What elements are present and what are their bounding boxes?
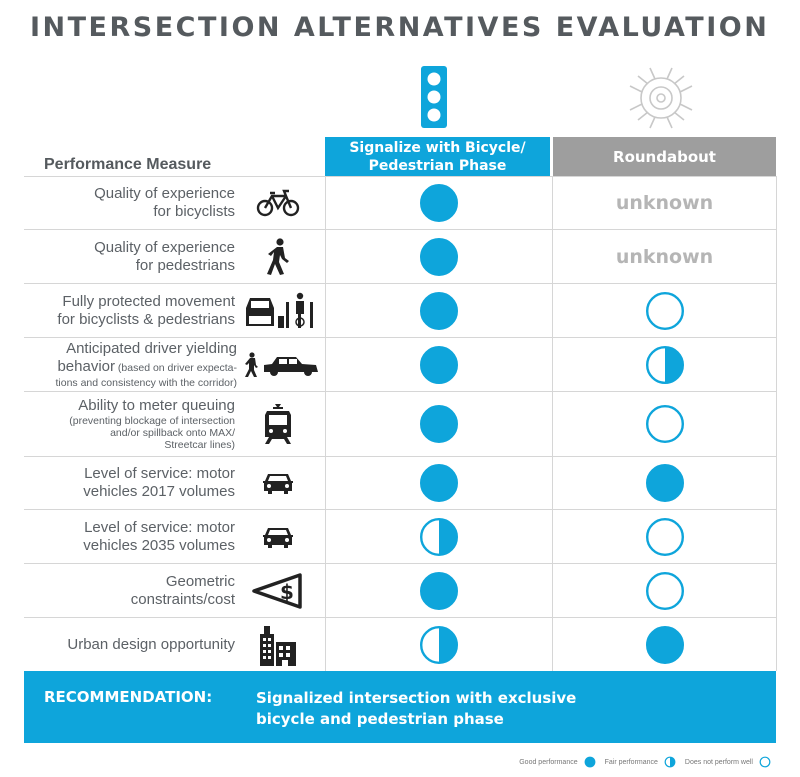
rating-unknown: unknown: [615, 192, 714, 214]
legend-poor-icon: [759, 756, 771, 768]
pedestrian-icon: [248, 230, 308, 283]
legend-good-label: Good performance: [519, 758, 578, 766]
column-header-signalize: Signalize with Bicycle/ Pedestrian Phase: [325, 137, 550, 176]
rating-cell: [553, 177, 776, 229]
rating-indicator: [420, 405, 458, 443]
table-row: [0, 392, 800, 456]
rating-indicator: [420, 464, 458, 502]
rating-indicator: [420, 626, 458, 664]
table-row: [0, 338, 800, 391]
rating-indicator: [420, 184, 458, 222]
rating-cell: [553, 392, 776, 456]
dollar-wedge-icon: [248, 564, 308, 617]
rating-cell: [553, 284, 776, 337]
table-row: [0, 510, 800, 563]
rating-indicator: [646, 292, 684, 330]
protected-bike-lane-icon: [244, 284, 314, 337]
recommendation-label: RECOMMENDATION:: [44, 688, 213, 706]
rating-cell: [553, 618, 776, 671]
rating-cell: [325, 618, 553, 671]
table-row: [0, 284, 800, 337]
rating-indicator: [646, 464, 684, 502]
table-row: [0, 564, 800, 617]
row-label: Quality of experience for pedestrians: [94, 238, 235, 274]
legend-fair-label: Fair performance: [604, 758, 658, 766]
car-icon: [248, 457, 308, 509]
traffic-signal-icon: [421, 66, 447, 133]
rating-cell: [325, 338, 553, 391]
rating-cell: [325, 457, 553, 509]
row-label: Level of service: motor vehicles 2035 volumes: [83, 518, 235, 554]
rating-unknown: unknown: [615, 245, 714, 268]
legend-poor-label: Does not perform well: [684, 758, 753, 766]
rating-cell: [553, 230, 776, 283]
rating-indicator: [646, 405, 684, 443]
legend: [516, 756, 774, 768]
table-row: [0, 457, 800, 509]
row-label: Level of service: motor vehicles 2017 volumes: [83, 465, 235, 500]
bicycle-icon: [248, 177, 308, 229]
rating-indicator: [646, 518, 684, 556]
page-title: INTERSECTION ALTERNATIVES EVALUATION: [30, 12, 770, 43]
rating-cell: [553, 457, 776, 509]
rating-cell: [325, 230, 553, 283]
rating-indicator: [646, 572, 684, 610]
row-label: Fully protected movement for bicyclists & pedestrians: [57, 292, 235, 328]
rating-indicator: [646, 626, 684, 664]
rating-cell: [553, 564, 776, 617]
row-label: Quality of experience for bicyclists: [94, 185, 235, 220]
buildings-icon: [248, 618, 308, 671]
row-label: Urban design opportunity: [67, 635, 235, 653]
rating-indicator: [420, 572, 458, 610]
legend-good-icon: [584, 756, 596, 768]
rating-cell: [553, 338, 776, 391]
roundabout-icon: [626, 64, 696, 137]
table-row: [0, 618, 800, 671]
recommendation-text: Signalized intersection with exclusive bicycle and pedestrian phase: [256, 689, 577, 728]
rating-cell: [553, 510, 776, 563]
train-icon: [248, 392, 308, 456]
rating-indicator: [420, 346, 458, 384]
rating-cell: [325, 177, 553, 229]
rating-indicator: [420, 518, 458, 556]
column-header-roundabout: Roundabout: [553, 137, 776, 176]
table-row: [0, 230, 800, 283]
rating-cell: [325, 510, 553, 563]
table-row: [0, 177, 800, 229]
rating-indicator: [646, 346, 684, 384]
row-label: Ability to meter queuing (preventing blockage of intersection and/or spillback onto MAX/ Streetcar lines): [69, 397, 235, 451]
row-label: Anticipated driver yielding behavior (based on driver expecta- tions and consistency with the corridor): [55, 340, 237, 389]
rating-indicator: [420, 238, 458, 276]
pedestrian-car-icon: [244, 338, 320, 391]
car-icon: [248, 510, 308, 563]
svg-text:$: $: [280, 579, 294, 604]
rating-cell: [325, 284, 553, 337]
rating-cell: [325, 392, 553, 456]
rating-indicator: [420, 292, 458, 330]
recommendation-banner: [24, 671, 776, 743]
legend-fair-icon: [664, 756, 676, 768]
performance-measure-header: Performance Measure: [44, 156, 212, 173]
rating-cell: [325, 564, 553, 617]
row-label: Geometric constraints/cost: [130, 572, 235, 608]
